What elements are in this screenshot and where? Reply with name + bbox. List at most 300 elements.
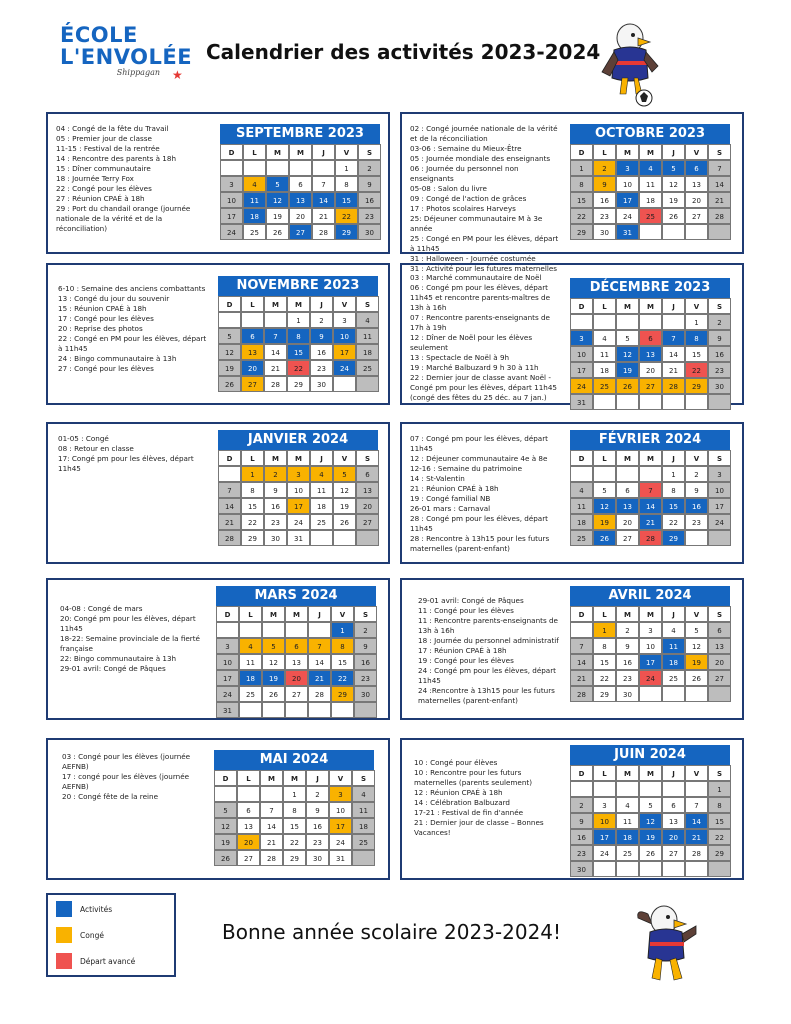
day-cell: 20 [685,192,708,208]
day-cell: 3 [593,797,616,813]
weekday-header: M [639,765,662,781]
calendar-novembre [218,276,379,392]
empty-cell [639,224,662,240]
eagle-mascot-icon [600,16,660,108]
day-cell: 17 [616,192,639,208]
empty-cell [639,861,662,877]
day-cell: 2 [358,160,381,176]
day-cell: 8 [570,176,593,192]
day-cell: 28 [264,376,287,392]
empty-cell [570,622,593,638]
logo-line-3: Shippagan [116,68,160,77]
empty-cell [262,702,285,718]
day-cell: 18 [243,208,266,224]
day-cell: 19 [639,829,662,845]
day-cell: 27 [685,208,708,224]
empty-cell [331,702,354,718]
day-cell: 15 [685,346,708,362]
day-cell: 8 [335,176,358,192]
day-cell: 22 [241,514,264,530]
day-cell: 3 [570,330,593,346]
day-cell: 4 [239,638,262,654]
calendar-grid [214,770,375,866]
day-cell: 5 [218,328,241,344]
month-title: DÉCEMBRE 2023 [570,278,730,298]
day-cell: 17 [593,829,616,845]
day-cell: 3 [220,176,243,192]
empty-cell [662,861,685,877]
calendar-mars [216,586,377,718]
day-cell: 21 [662,362,685,378]
day-cell: 12 [218,344,241,360]
day-cell: 22 [331,670,354,686]
day-cell: 1 [685,314,708,330]
notes-avril: 29-01 avril: Congé de Pâques 11 : Congé pour les élèves 11 : Rencontre parents-enseignants de 13h à 16h 18 : Journée du personnel administratif 17 : Réunion CPAÉ à 18h 19 : Congé pour les élèves 24 : Congé pm pour les élèves, départ 11h45 24 :Rencontre à 13h15 pour les futurs maternelles (parent-enfant) [418,596,559,705]
day-cell: 16 [685,498,708,514]
notes-septembre: 04 : Congé de la fête du Travail 05 : Premier jour de classe 11-15 : Festival de la rentrée 14 : Rencontre des parents à 18h 15 : Dîner communautaire 18 : Journée Terry Fox 22 : Congé pour les élèves 27 : Réunion CPAÉ à 18h 29 : Port du chandail orange (journée nationale de la vérité et de la réconciliation) [56,124,191,233]
calendar-grid [218,450,379,546]
legend-swatch-activites [56,901,72,917]
empty-cell [593,861,616,877]
day-cell: 15 [241,498,264,514]
empty-cell [262,622,285,638]
footer-message: Bonne année scolaire 2023-2024! [222,920,562,944]
day-cell: 5 [266,176,289,192]
day-cell: 18 [593,362,616,378]
day-cell: 21 [308,670,331,686]
weekday-header: D [570,144,593,160]
day-cell: 26 [266,224,289,240]
day-cell: 10 [708,482,731,498]
day-cell: 15 [570,192,593,208]
day-cell: 21 [708,192,731,208]
notes-octobre: 02 : Congé journée nationale de la vérité et de la réconciliation 03-06 : Semaine du Mieux-Être 05 : Journée mondiale des enseignants 06 : Journée du personnel non enseignants 05-08 : Salon du livre 09 : Congé de l'action de grâces 17 : Photos scolaires Harveys 25: Déjeuner communautaire M à 3e année 25 : Congé en PM pour les élèves, départ à 11h45 31 : Halloween - Journée costumée 31 : Activité pour les futures maternelles [410,124,559,273]
day-cell: 22 [708,829,731,845]
day-cell: 19 [662,192,685,208]
day-cell: 11 [352,802,375,818]
day-cell: 8 [241,482,264,498]
day-cell: 21 [260,834,283,850]
empty-cell [708,861,731,877]
day-cell: 11 [239,654,262,670]
empty-cell [593,394,616,410]
day-cell: 22 [593,670,616,686]
day-cell: 30 [616,686,639,702]
day-cell: 13 [685,176,708,192]
empty-cell [285,702,308,718]
day-cell: 4 [352,786,375,802]
day-cell: 7 [312,176,335,192]
day-cell: 30 [358,224,381,240]
empty-cell [356,530,379,546]
day-cell: 22 [287,360,310,376]
day-cell: 2 [310,312,333,328]
day-cell: 29 [241,530,264,546]
empty-cell [333,376,356,392]
legend-swatch-depart [56,953,72,969]
day-cell: 1 [662,466,685,482]
empty-cell [708,686,731,702]
day-cell: 7 [264,328,287,344]
empty-cell [241,312,264,328]
day-cell: 18 [639,192,662,208]
month-title: OCTOBRE 2023 [570,124,730,144]
empty-cell [218,466,241,482]
day-cell: 2 [570,797,593,813]
empty-cell [616,394,639,410]
day-cell: 19 [593,514,616,530]
weekday-header: V [685,765,708,781]
empty-cell [685,394,708,410]
day-cell: 17 [570,362,593,378]
school-logo [60,24,200,84]
empty-cell [312,160,335,176]
day-cell: 10 [220,192,243,208]
day-cell: 16 [310,344,333,360]
weekday-header: S [354,606,377,622]
calendar-grid [570,144,731,240]
day-cell: 17 [216,670,239,686]
empty-cell [685,861,708,877]
day-cell: 14 [312,192,335,208]
weekday-header: M [639,144,662,160]
day-cell: 7 [218,482,241,498]
day-cell: 7 [308,638,331,654]
day-cell: 24 [333,360,356,376]
day-cell: 21 [312,208,335,224]
weekday-header: D [570,298,593,314]
day-cell: 23 [358,208,381,224]
day-cell: 10 [570,346,593,362]
empty-cell [264,312,287,328]
day-cell: 25 [616,845,639,861]
weekday-header: V [685,606,708,622]
notes-fevrier: 07 : Congé pm pour les élèves, départ 11h45 12 : Déjeuner communautaire 4e à 8e 12-16 : Semaine du patrimoine 14 : St-Valentin 21 : Réunion CPAÉ à 18h 19 : Congé familial NB 26-01 mars : Carnaval 28 : Congé pm pour les élèves, départ 11h45 28 : Rencontre à 13h15 pour les futurs maternelles (parent-enfant) [410,434,550,553]
day-cell: 9 [264,482,287,498]
day-cell: 10 [333,328,356,344]
day-cell: 26 [218,376,241,392]
weekday-header: V [685,450,708,466]
weekday-header: J [308,606,331,622]
day-cell: 26 [616,378,639,394]
day-cell: 24 [329,834,352,850]
day-cell: 29 [287,376,310,392]
day-cell: 13 [662,813,685,829]
day-cell: 21 [570,670,593,686]
calendar-janvier [218,430,379,546]
calendar-grid [220,144,381,240]
day-cell: 20 [708,654,731,670]
day-cell: 30 [570,861,593,877]
day-cell: 11 [310,482,333,498]
empty-cell [662,781,685,797]
empty-cell [685,530,708,546]
day-cell: 20 [289,208,312,224]
day-cell: 1 [570,160,593,176]
day-cell: 9 [593,176,616,192]
day-cell: 7 [260,802,283,818]
day-cell: 16 [306,818,329,834]
day-cell: 19 [262,670,285,686]
day-cell: 5 [333,466,356,482]
empty-cell [685,686,708,702]
weekday-header: V [335,144,358,160]
day-cell: 24 [570,378,593,394]
day-cell: 8 [287,328,310,344]
day-cell: 12 [639,813,662,829]
weekday-header: L [239,606,262,622]
day-cell: 16 [358,192,381,208]
weekday-header: S [708,450,731,466]
weekday-header: L [593,298,616,314]
day-cell: 25 [239,686,262,702]
day-cell: 30 [310,376,333,392]
notes-mars: 04-08 : Congé de mars 20: Congé pm pour les élèves, départ 11h45 18-22: Semaine provinciale de la fierté française 22: Bingo communautaire à 13h 29-01 avril: Congé de Pâques [60,604,200,673]
day-cell: 3 [329,786,352,802]
day-cell: 13 [356,482,379,498]
day-cell: 14 [218,498,241,514]
day-cell: 31 [329,850,352,866]
month-title: AVRIL 2024 [570,586,730,606]
day-cell: 15 [331,654,354,670]
day-cell: 29 [570,224,593,240]
empty-cell [570,314,593,330]
day-cell: 6 [708,622,731,638]
day-cell: 8 [662,482,685,498]
day-cell: 29 [685,378,708,394]
day-cell: 15 [593,654,616,670]
day-cell: 25 [570,530,593,546]
empty-cell [237,786,260,802]
day-cell: 18 [239,670,262,686]
day-cell: 16 [570,829,593,845]
day-cell: 5 [616,330,639,346]
empty-cell [570,781,593,797]
empty-cell [616,861,639,877]
day-cell: 12 [262,654,285,670]
weekday-header: M [616,298,639,314]
day-cell: 17 [287,498,310,514]
eagle-mascot-bottom-icon [634,894,698,986]
weekday-header: M [639,298,662,314]
day-cell: 2 [354,622,377,638]
day-cell: 25 [243,224,266,240]
star-icon: ★ [172,68,183,82]
empty-cell [333,530,356,546]
weekday-header: L [593,144,616,160]
weekday-header: D [570,606,593,622]
weekday-header: V [333,450,356,466]
day-cell: 19 [616,362,639,378]
day-cell: 20 [241,360,264,376]
day-cell: 2 [708,314,731,330]
day-cell: 7 [662,330,685,346]
page-title: Calendrier des activités 2023-2024 [206,40,601,64]
day-cell: 28 [639,530,662,546]
day-cell: 7 [685,797,708,813]
day-cell: 6 [356,466,379,482]
weekday-header: S [356,296,379,312]
weekday-header: D [218,296,241,312]
weekday-header: M [264,450,287,466]
day-cell: 29 [283,850,306,866]
day-cell: 9 [358,176,381,192]
weekday-header: M [616,450,639,466]
calendar-grid [570,298,731,410]
day-cell: 3 [616,160,639,176]
weekday-header: M [283,770,306,786]
weekday-header: J [312,144,335,160]
day-cell: 26 [662,208,685,224]
day-cell: 24 [287,514,310,530]
day-cell: 12 [593,498,616,514]
empty-cell [639,781,662,797]
day-cell: 12 [266,192,289,208]
legend-item-depart [56,953,135,969]
day-cell: 13 [708,638,731,654]
day-cell: 17 [329,818,352,834]
day-cell: 2 [306,786,329,802]
empty-cell [662,394,685,410]
weekday-header: J [306,770,329,786]
weekday-header: D [570,765,593,781]
empty-cell [352,850,375,866]
weekday-header: J [662,765,685,781]
day-cell: 17 [708,498,731,514]
day-cell: 10 [329,802,352,818]
day-cell: 4 [570,482,593,498]
notes-juin: 10 : Congé pour élèves 10 : Rencontre pour les futurs maternelles (parents seulement) 12 : Réunion CPAÉ à 18h 14 : Célébration Balbuzard 17-21 : Festival de fin d'année 21 : Dernier jour de classe – Bonnes Vacances! [414,758,544,837]
weekday-header: V [329,770,352,786]
day-cell: 4 [310,466,333,482]
day-cell: 27 [356,514,379,530]
day-cell: 1 [708,781,731,797]
day-cell: 6 [616,482,639,498]
day-cell: 11 [662,638,685,654]
weekday-header: S [356,450,379,466]
weekday-header: L [593,765,616,781]
day-cell: 25 [593,378,616,394]
empty-cell [308,622,331,638]
day-cell: 2 [616,622,639,638]
empty-cell [239,702,262,718]
day-cell: 30 [354,686,377,702]
day-cell: 6 [639,330,662,346]
day-cell: 31 [570,394,593,410]
empty-cell [593,781,616,797]
day-cell: 4 [593,330,616,346]
empty-cell [662,686,685,702]
logo-line-2: L'ENVOLÉE [60,45,193,69]
day-cell: 1 [593,622,616,638]
day-cell: 9 [616,638,639,654]
day-cell: 26 [333,514,356,530]
day-cell: 10 [216,654,239,670]
day-cell: 10 [616,176,639,192]
day-cell: 2 [264,466,287,482]
legend-swatch-conge [56,927,72,943]
weekday-header: M [262,606,285,622]
day-cell: 21 [639,514,662,530]
day-cell: 5 [639,797,662,813]
weekday-header: D [214,770,237,786]
day-cell: 8 [283,802,306,818]
empty-cell [708,530,731,546]
empty-cell [218,312,241,328]
weekday-header: M [260,770,283,786]
day-cell: 18 [356,344,379,360]
day-cell: 29 [331,686,354,702]
day-cell: 20 [662,829,685,845]
calendar-juin [570,745,731,877]
day-cell: 25 [356,360,379,376]
day-cell: 23 [306,834,329,850]
day-cell: 28 [570,686,593,702]
day-cell: 24 [220,224,243,240]
empty-cell [310,530,333,546]
empty-cell [285,622,308,638]
day-cell: 25 [662,670,685,686]
day-cell: 20 [616,514,639,530]
day-cell: 5 [214,802,237,818]
day-cell: 4 [662,622,685,638]
day-cell: 21 [264,360,287,376]
weekday-header: S [352,770,375,786]
day-cell: 11 [243,192,266,208]
day-cell: 31 [287,530,310,546]
empty-cell [220,160,243,176]
day-cell: 19 [218,360,241,376]
day-cell: 18 [310,498,333,514]
day-cell: 5 [593,482,616,498]
day-cell: 11 [593,346,616,362]
legend-label-conge: Congé [80,930,104,940]
day-cell: 29 [662,530,685,546]
day-cell: 11 [356,328,379,344]
month-title: MARS 2024 [216,586,376,606]
day-cell: 6 [289,176,312,192]
notes-janvier: 01-05 : Congé 08 : Retour en classe 17: Congé pm pour les élèves, départ 11h45 [58,434,194,473]
day-cell: 6 [685,160,708,176]
day-cell: 9 [570,813,593,829]
weekday-header: J [662,606,685,622]
empty-cell [708,224,731,240]
day-cell: 14 [570,654,593,670]
logo-line-1: ÉCOLE [60,23,138,47]
day-cell: 12 [214,818,237,834]
empty-cell [239,622,262,638]
day-cell: 9 [708,330,731,346]
day-cell: 15 [662,498,685,514]
day-cell: 6 [662,797,685,813]
empty-cell [639,686,662,702]
month-title: JUIN 2024 [570,745,730,765]
weekday-header: L [593,606,616,622]
notes-novembre: 6-10 : Semaine des anciens combattants 13 : Congé du jour du souvenir 15 : Réunion CPAÉ à 18h 17 : Congé pour les élèves 20 : Reprise des photos 22 : Congé en PM pour les élèves, départ à 11h45 24 : Bingo communautaire à 13h 27 : Congé pour les élèves [58,284,207,373]
day-cell: 29 [335,224,358,240]
weekday-header: M [639,450,662,466]
weekday-header: D [570,450,593,466]
day-cell: 27 [708,670,731,686]
empty-cell [308,702,331,718]
day-cell: 26 [639,845,662,861]
day-cell: 14 [264,344,287,360]
day-cell: 20 [356,498,379,514]
empty-cell [662,224,685,240]
day-cell: 11 [616,813,639,829]
weekday-header: S [358,144,381,160]
weekday-header: S [708,144,731,160]
